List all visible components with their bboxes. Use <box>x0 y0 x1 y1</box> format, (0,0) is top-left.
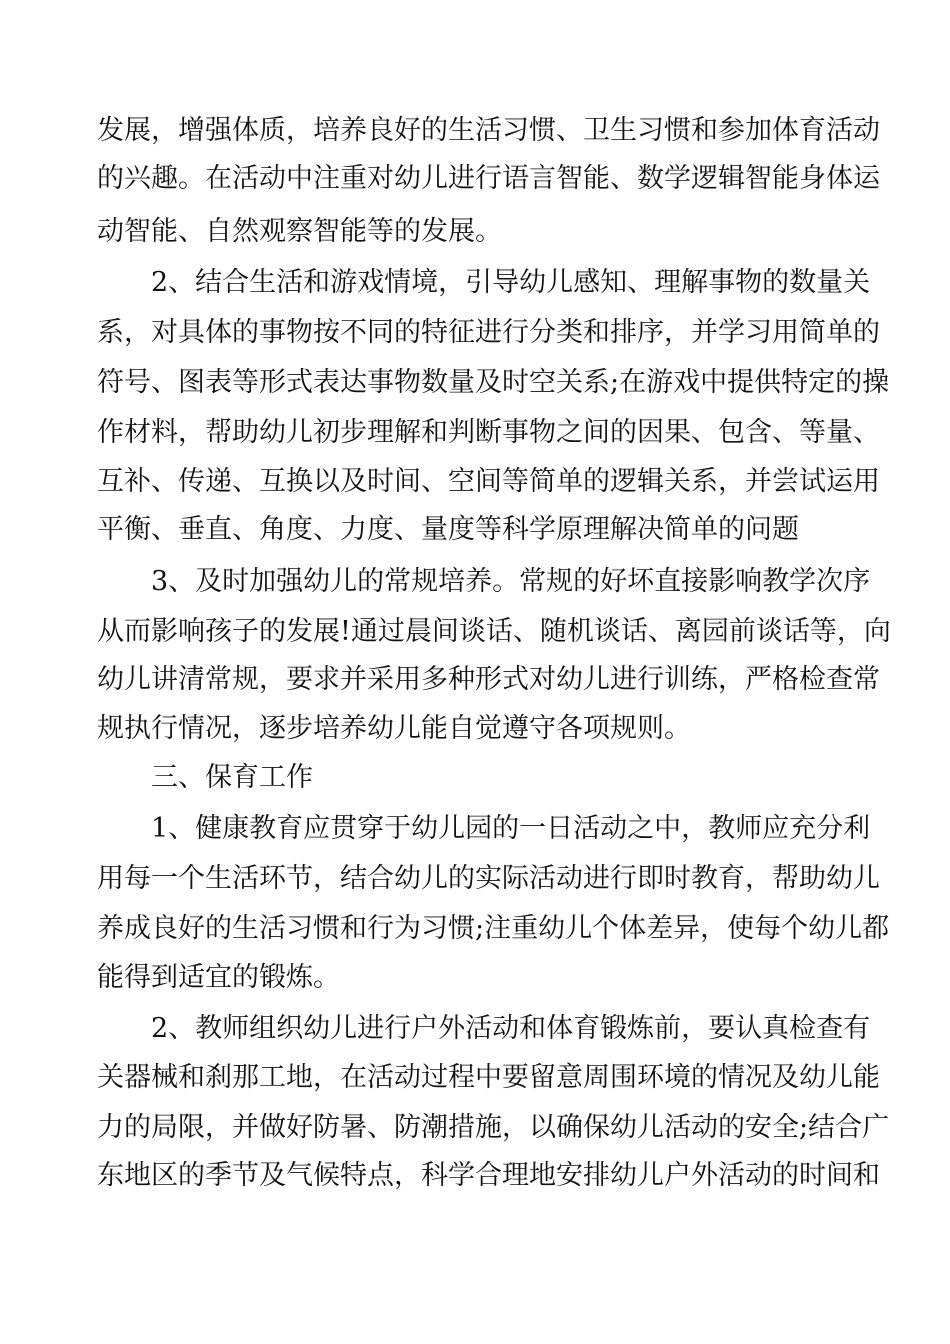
text-line: 符号、图表等形式表达事物数量及时空关系;在游戏中提供特定的操 <box>97 367 890 398</box>
text-line: 用每一个生活环节，结合幼儿的实际活动进行即时教育，帮助幼儿 <box>97 863 880 894</box>
text-line: 平衡、垂直、角度、力度、量度等科学原理解决简单的问题 <box>97 514 799 545</box>
text-line: 幼儿讲清常规，要求并采用多种形式对幼儿进行训练，严格检查常 <box>97 664 880 695</box>
text-line: 互补、传递、互换以及时间、空间等简单的逻辑关系，并尝试运用 <box>97 466 880 497</box>
text-line: 1、健康教育应贯穿于幼儿园的一日活动之中，教师应充分利 <box>151 813 871 844</box>
text-line: 的兴趣。在活动中注重对幼儿进行语言智能、数学逻辑智能身体运 <box>97 163 880 194</box>
text-line: 动智能、自然观察智能等的发展。 <box>97 216 502 247</box>
section-heading: 三、保育工作 <box>151 762 313 793</box>
text-line: 东地区的季节及气候特点，科学合理地安排幼儿户外活动的时间和 <box>97 1160 880 1191</box>
text-line: 发展，增强体质，培养良好的生活习惯、卫生习惯和参加体育活动 <box>97 115 880 146</box>
text-line: 从而影响孩子的发展!通过晨间谈话、随机谈话、离园前谈话等，向 <box>97 616 891 647</box>
text-line: 作材料，帮助幼儿初步理解和判断事物之间的因果、包含、等量、 <box>97 417 880 448</box>
text-line: 养成良好的生活习惯和行为习惯;注重幼儿个体差异，使每个幼儿都 <box>97 913 890 944</box>
text-line: 力的局限，并做好防暑、防潮措施，以确保幼儿活动的安全;结合广 <box>97 1112 890 1143</box>
text-line: 能得到适宜的锻炼。 <box>97 962 340 993</box>
text-line: 2、结合生活和游戏情境，引导幼儿感知、理解事物的数量关 <box>151 267 871 298</box>
text-line: 系，对具体的事物按不同的特征进行分类和排序，并学习用简单的 <box>97 317 880 348</box>
text-line: 3、及时加强幼儿的常规培养。常规的好坏直接影响教学次序 <box>151 566 871 597</box>
text-line: 2、教师组织幼儿进行户外活动和体育锻炼前，要认真检查有 <box>151 1013 871 1044</box>
text-line: 关器械和刹那工地，在活动过程中要留意周围环境的情况及幼儿能 <box>97 1062 880 1093</box>
text-line: 规执行情况，逐步培养幼儿能自觉遵守各项规则。 <box>97 713 691 744</box>
